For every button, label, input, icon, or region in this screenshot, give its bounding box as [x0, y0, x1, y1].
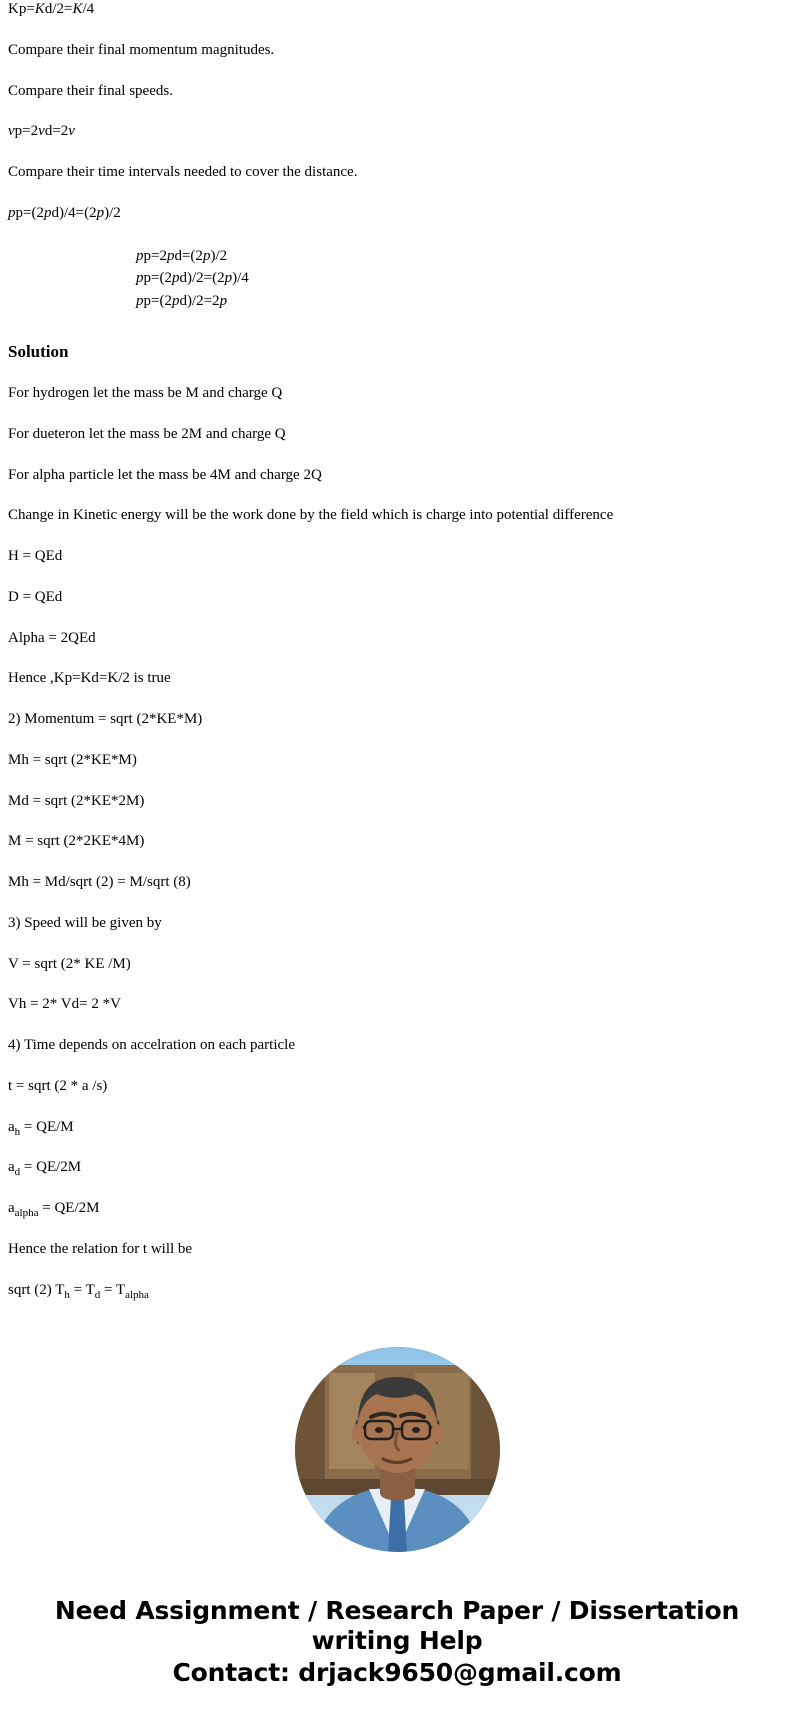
d-qed: D = QEd — [8, 588, 63, 605]
mh: Mh = sqrt (2*KE*M) — [8, 751, 137, 768]
portrait-photo-wrapper — [8, 1347, 786, 1552]
portrait-photo-image — [295, 1347, 500, 1552]
vh-rel: Vh = 2* Vd= 2 *V — [8, 996, 121, 1013]
momentum-def: 2) Momentum = sqrt (2*KE*M) — [8, 711, 203, 727]
hydrogen-mass: For hydrogen let the mass be M and charge Q — [8, 385, 283, 401]
footer-contact — [8, 1596, 786, 1688]
md: Md = sqrt (2*KE*2M) — [8, 792, 145, 809]
mh-ratio: Mh = Md/sqrt (2) = M/sqrt (8) — [8, 874, 191, 890]
pp-relation: pp=(2pd)/4=(2p)/2 — [8, 204, 121, 221]
kp-relation: Kp=Kd/2=K/4 — [8, 1, 95, 17]
speed-head: 3) Speed will be given by — [8, 914, 162, 931]
bottom-spacer — [8, 1688, 786, 1716]
top-section — [8, 0, 786, 223]
m-alpha: M = sqrt (2*2KE*4M) — [8, 833, 145, 850]
h-qed: H = QEd — [8, 548, 63, 564]
ke-work: Change in Kinetic energy will be the work done by the field which is charge into potential difference — [8, 507, 614, 524]
indented-equations — [8, 245, 786, 313]
a-d: $a_d = QE/2M$ — [8, 1159, 82, 1179]
a-alpha: $a_{alpha} = QE/2M$ — [8, 1200, 100, 1219]
time-head: 4) Time depends on accelration on each particle — [8, 1037, 295, 1053]
alpha-mass: For alpha particle let the mass be 4M and charge 2Q — [8, 466, 322, 483]
t-def: t = sqrt (2 * a /s) — [8, 1077, 108, 1094]
indent-1: pp=2pd=(2p)/2 — [136, 247, 228, 264]
sqrt-t: sqrt (2) $T_h = T_d = T_{alpha}$ — [8, 1281, 149, 1301]
footer-line-3: Contact: drjack9650@gmail.com — [172, 1658, 622, 1688]
compare-time: Compare their time intervals needed to cover the distance. — [8, 164, 358, 180]
hence-t: Hence the relation for t will be — [8, 1240, 193, 1257]
footer-line-2: writing Help — [311, 1626, 483, 1656]
alpha-2qed: Alpha = 2QEd — [8, 629, 96, 646]
deuteron-mass: For dueteron let the mass be 2M and charge Q — [8, 425, 286, 442]
v-def: V = sqrt (2* KE /M) — [8, 955, 131, 972]
a-h: $a_h = QE/M$ — [8, 1118, 74, 1138]
hence-kp: Hence ,Kp=Kd=K/2 is true — [8, 670, 171, 687]
footer-line-1: Need Assignment / Research Paper / Dissertation — [54, 1596, 740, 1626]
compare-momentum: Compare their final momentum magnitudes. — [8, 41, 275, 58]
portrait-photo — [295, 1347, 500, 1552]
indent-2: pp=(2pd)/2=(2p)/4 — [136, 270, 249, 286]
compare-speeds: Compare their final speeds. — [8, 82, 173, 99]
solution-heading: Solution — [8, 342, 69, 361]
indent-3: pp=(2pd)/2=2p — [136, 292, 228, 309]
solution-section — [8, 384, 786, 1299]
vp-relation: vp=2vd=2v — [8, 123, 75, 140]
